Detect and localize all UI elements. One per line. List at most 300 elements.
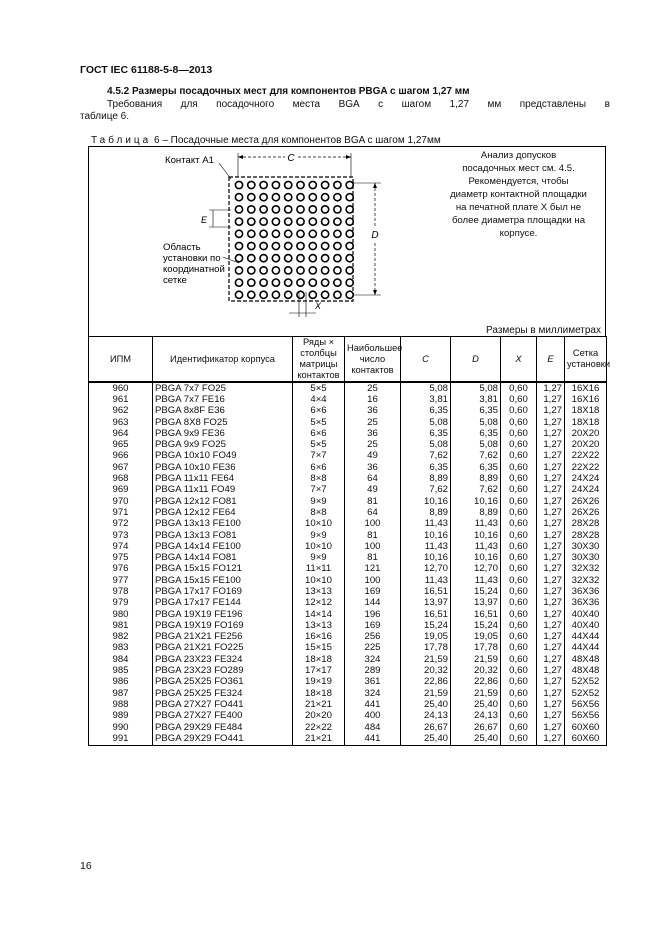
cell-e: 1,27: [537, 417, 565, 428]
cell-c: 11,43: [401, 541, 451, 552]
cell-c: 6,35: [401, 406, 451, 417]
cell-x: 0,60: [501, 406, 537, 417]
pad: [285, 206, 292, 213]
pad: [334, 279, 341, 286]
cell-c: 12,70: [401, 564, 451, 575]
pad: [248, 242, 255, 249]
cell-c: 11,43: [401, 575, 451, 586]
cell-matrix: 9×9: [293, 530, 345, 541]
col-c: C: [401, 337, 451, 383]
cell-c: 13,97: [401, 598, 451, 609]
table-caption: Таблица 6 – Посадочные места для компонентов BGA с шагом 1,27мм: [91, 135, 441, 146]
cell-package-id: PBGA 27X27 FO441: [153, 699, 293, 710]
cell-matrix: 6×6: [293, 428, 345, 439]
cell-d: 13,97: [451, 598, 501, 609]
pad: [235, 194, 242, 201]
pad: [334, 206, 341, 213]
table-row: [89, 552, 607, 563]
cell-matrix: 9×9: [293, 552, 345, 563]
cell-d: 16,51: [451, 609, 501, 620]
cell-grid: 36X36: [565, 598, 607, 609]
cell-d: 26,67: [451, 722, 501, 733]
cell-max-contacts: 100: [345, 575, 401, 586]
cell-e: 1,27: [537, 552, 565, 563]
cell-e: 1,27: [537, 688, 565, 699]
pad: [260, 267, 267, 274]
cell-e: 1,27: [537, 507, 565, 518]
cell-max-contacts: 64: [345, 473, 401, 484]
cell-c: 26,67: [401, 722, 451, 733]
cell-x: 0,60: [501, 451, 537, 462]
cell-grid: 30X30: [565, 552, 607, 563]
pad: [285, 242, 292, 249]
tolerance-note: Анализ допусков посадочных мест см. 4.5. Рекомендуется, чтобы диаметр контактной площадки на печатной плате X был не более диаметра площадки на корпусе.: [450, 150, 587, 239]
table-row: [89, 541, 607, 552]
pad: [322, 230, 329, 237]
dim-e-label: E: [200, 215, 207, 225]
pad: [285, 255, 292, 262]
cell-grid: 26X26: [565, 507, 607, 518]
cell-ipm: 989: [89, 711, 153, 722]
cell-max-contacts: 36: [345, 462, 401, 473]
cell-c: 10,16: [401, 552, 451, 563]
pad: [322, 279, 329, 286]
cell-d: 11,43: [451, 575, 501, 586]
cell-c: 15,24: [401, 620, 451, 631]
cell-grid: 56X56: [565, 699, 607, 710]
table-row: [89, 643, 607, 654]
cell-x: 0,60: [501, 665, 537, 676]
section-heading: 4.5.2 Размеры посадочных мест для компонентов PBGA с шагом 1,27 мм: [107, 86, 470, 97]
cell-x: 0,60: [501, 507, 537, 518]
cell-matrix: 12×12: [293, 598, 345, 609]
cell-matrix: 8×8: [293, 473, 345, 484]
pad: [285, 218, 292, 225]
cell-max-contacts: 169: [345, 620, 401, 631]
cell-ipm: 966: [89, 451, 153, 462]
cell-ipm: 982: [89, 632, 153, 643]
cell-grid: 48X48: [565, 654, 607, 665]
cell-package-id: PBGA 12x12 FE64: [153, 507, 293, 518]
table-row: [89, 632, 607, 643]
cell-matrix: 6×6: [293, 406, 345, 417]
pad: [260, 206, 267, 213]
pad: [260, 291, 267, 298]
cell-max-contacts: 484: [345, 722, 401, 733]
table-row: [89, 519, 607, 530]
cell-matrix: 10×10: [293, 519, 345, 530]
cell-ipm: 990: [89, 722, 153, 733]
cell-package-id: PBGA 29X29 FE484: [153, 722, 293, 733]
cell-max-contacts: 361: [345, 677, 401, 688]
cell-x: 0,60: [501, 575, 537, 586]
cell-x: 0,60: [501, 428, 537, 439]
cell-matrix: 7×7: [293, 451, 345, 462]
cell-c: 22,86: [401, 677, 451, 688]
cell-package-id: PBGA 11x11 FE64: [153, 473, 293, 484]
pad: [272, 267, 279, 274]
cell-e: 1,27: [537, 473, 565, 484]
cell-package-id: PBGA 13x13 FO81: [153, 530, 293, 541]
cell-ipm: 968: [89, 473, 153, 484]
cell-matrix: 10×10: [293, 575, 345, 586]
page-number: 16: [80, 860, 92, 872]
cell-max-contacts: 324: [345, 688, 401, 699]
pad: [260, 255, 267, 262]
cell-package-id: PBGA 11x11 FO49: [153, 485, 293, 496]
pad: [322, 255, 329, 262]
cell-matrix: 22×22: [293, 722, 345, 733]
table-row: [89, 688, 607, 699]
cell-max-contacts: 100: [345, 541, 401, 552]
pad: [297, 218, 304, 225]
cell-c: 20,32: [401, 665, 451, 676]
cell-grid: 20X20: [565, 428, 607, 439]
cell-e: 1,27: [537, 519, 565, 530]
pad: [309, 194, 316, 201]
cell-grid: 16X16: [565, 382, 607, 394]
pad: [346, 194, 353, 201]
cell-x: 0,60: [501, 564, 537, 575]
pad: [322, 242, 329, 249]
cell-max-contacts: 25: [345, 439, 401, 450]
cell-ipm: 963: [89, 417, 153, 428]
cell-matrix: 15×15: [293, 643, 345, 654]
cell-max-contacts: 100: [345, 519, 401, 530]
pad: [297, 242, 304, 249]
table-row: [89, 609, 607, 620]
cell-d: 10,16: [451, 496, 501, 507]
cell-ipm: 978: [89, 586, 153, 597]
cell-max-contacts: 16: [345, 394, 401, 405]
cell-ipm: 973: [89, 530, 153, 541]
cell-package-id: PBGA 21X21 FE256: [153, 632, 293, 643]
cell-e: 1,27: [537, 564, 565, 575]
cell-x: 0,60: [501, 552, 537, 563]
pad: [260, 181, 267, 188]
cell-c: 5,08: [401, 382, 451, 394]
col-e: E: [537, 337, 565, 383]
cell-package-id: PBGA 8x8F E36: [153, 406, 293, 417]
cell-e: 1,27: [537, 733, 565, 745]
cell-d: 6,35: [451, 406, 501, 417]
cell-e: 1,27: [537, 406, 565, 417]
cell-d: 17,78: [451, 643, 501, 654]
cell-max-contacts: 81: [345, 552, 401, 563]
cell-matrix: 14×14: [293, 609, 345, 620]
cell-grid: 36X36: [565, 586, 607, 597]
table-row: [89, 439, 607, 450]
cell-x: 0,60: [501, 541, 537, 552]
cell-grid: 56X56: [565, 711, 607, 722]
cell-matrix: 16×16: [293, 632, 345, 643]
cell-x: 0,60: [501, 394, 537, 405]
table-row: [89, 722, 607, 733]
cell-max-contacts: 441: [345, 699, 401, 710]
pad: [322, 267, 329, 274]
pad: [297, 267, 304, 274]
col-max-contacts: Наибольшее число контактов: [345, 337, 401, 383]
cell-d: 20,32: [451, 665, 501, 676]
pad: [285, 194, 292, 201]
cell-grid: 30X30: [565, 541, 607, 552]
cell-d: 24,13: [451, 711, 501, 722]
pad: [235, 291, 242, 298]
cell-d: 6,35: [451, 428, 501, 439]
cell-matrix: 4×4: [293, 394, 345, 405]
cell-package-id: PBGA 23X23 FE324: [153, 654, 293, 665]
cell-x: 0,60: [501, 530, 537, 541]
area-label-line-3: координатной: [163, 264, 225, 275]
cell-ipm: 969: [89, 485, 153, 496]
pad: [346, 230, 353, 237]
cell-max-contacts: 121: [345, 564, 401, 575]
cell-x: 0,60: [501, 688, 537, 699]
cell-matrix: 7×7: [293, 485, 345, 496]
cell-c: 7,62: [401, 451, 451, 462]
table-row: [89, 564, 607, 575]
cell-c: 25,40: [401, 733, 451, 745]
pad: [297, 206, 304, 213]
cell-d: 8,89: [451, 507, 501, 518]
pad: [248, 218, 255, 225]
pad: [346, 267, 353, 274]
cell-grid: 18X18: [565, 406, 607, 417]
cell-grid: 40X40: [565, 609, 607, 620]
cell-x: 0,60: [501, 439, 537, 450]
cell-package-id: PBGA 10x10 FE36: [153, 462, 293, 473]
cell-matrix: 13×13: [293, 586, 345, 597]
pad: [297, 230, 304, 237]
cell-x: 0,60: [501, 609, 537, 620]
cell-ipm: 960: [89, 382, 153, 394]
table-row: [89, 507, 607, 518]
cell-ipm: 972: [89, 519, 153, 530]
area-label-line-1: Область: [163, 242, 201, 253]
cell-c: 24,13: [401, 711, 451, 722]
cell-c: 17,78: [401, 643, 451, 654]
pad: [309, 230, 316, 237]
cell-grid: 60X60: [565, 733, 607, 745]
pad: [272, 230, 279, 237]
col-grid: Сетка установки: [565, 337, 607, 383]
cell-x: 0,60: [501, 677, 537, 688]
cell-max-contacts: 256: [345, 632, 401, 643]
cell-ipm: 980: [89, 609, 153, 620]
cell-package-id: PBGA 25X25 FO361: [153, 677, 293, 688]
pad: [235, 279, 242, 286]
cell-d: 21,59: [451, 654, 501, 665]
table-row: [89, 485, 607, 496]
pad: [248, 206, 255, 213]
cell-max-contacts: 25: [345, 382, 401, 394]
cell-package-id: PBGA 29X29 FO441: [153, 733, 293, 745]
cell-max-contacts: 225: [345, 643, 401, 654]
cell-max-contacts: 441: [345, 733, 401, 745]
pad: [235, 181, 242, 188]
cell-max-contacts: 25: [345, 417, 401, 428]
cell-e: 1,27: [537, 496, 565, 507]
cell-d: 5,08: [451, 382, 501, 394]
pad: [272, 181, 279, 188]
pad: [309, 206, 316, 213]
pad: [297, 194, 304, 201]
pad: [346, 291, 353, 298]
cell-x: 0,60: [501, 598, 537, 609]
cell-d: 5,08: [451, 417, 501, 428]
cell-ipm: 974: [89, 541, 153, 552]
cell-d: 22,86: [451, 677, 501, 688]
cell-e: 1,27: [537, 439, 565, 450]
cell-package-id: PBGA 17x17 FO169: [153, 586, 293, 597]
pad: [235, 230, 242, 237]
cell-e: 1,27: [537, 699, 565, 710]
pad: [248, 279, 255, 286]
pad: [309, 291, 316, 298]
pad: [297, 181, 304, 188]
cell-c: 25,40: [401, 699, 451, 710]
cell-grid: 32X32: [565, 575, 607, 586]
table-row: [89, 733, 607, 745]
cell-x: 0,60: [501, 586, 537, 597]
cell-d: 11,43: [451, 519, 501, 530]
cell-e: 1,27: [537, 428, 565, 439]
pad: [334, 181, 341, 188]
table-row: [89, 586, 607, 597]
pad: [235, 206, 242, 213]
table-row: [89, 620, 607, 631]
area-label-line-2: установки по: [163, 253, 221, 264]
cell-package-id: PBGA 14x14 FO81: [153, 552, 293, 563]
pad: [309, 181, 316, 188]
cell-grid: 20X20: [565, 439, 607, 450]
table-row: [89, 654, 607, 665]
cell-matrix: 9×9: [293, 496, 345, 507]
table-row: [89, 665, 607, 676]
pad: [309, 267, 316, 274]
cell-ipm: 988: [89, 699, 153, 710]
cell-max-contacts: 144: [345, 598, 401, 609]
pad: [235, 255, 242, 262]
cell-ipm: 975: [89, 552, 153, 563]
cell-ipm: 962: [89, 406, 153, 417]
pad: [346, 218, 353, 225]
cell-c: 10,16: [401, 496, 451, 507]
cell-c: 21,59: [401, 688, 451, 699]
cell-matrix: 20×20: [293, 711, 345, 722]
cell-grid: 24X24: [565, 473, 607, 484]
cell-matrix: 10×10: [293, 541, 345, 552]
pad: [309, 255, 316, 262]
cell-ipm: 986: [89, 677, 153, 688]
pad: [334, 194, 341, 201]
cell-ipm: 970: [89, 496, 153, 507]
cell-x: 0,60: [501, 620, 537, 631]
cell-matrix: 11×11: [293, 564, 345, 575]
cell-max-contacts: 81: [345, 530, 401, 541]
cell-e: 1,27: [537, 530, 565, 541]
cell-e: 1,27: [537, 609, 565, 620]
cell-c: 6,35: [401, 462, 451, 473]
pad: [260, 230, 267, 237]
pad: [272, 279, 279, 286]
pad: [260, 218, 267, 225]
cell-x: 0,60: [501, 417, 537, 428]
dim-c-label: C: [287, 153, 295, 164]
pad: [272, 194, 279, 201]
cell-d: 11,43: [451, 541, 501, 552]
pad: [346, 255, 353, 262]
pad: [235, 242, 242, 249]
cell-package-id: PBGA 7x7 FO25: [153, 382, 293, 394]
pad: [322, 181, 329, 188]
cell-e: 1,27: [537, 632, 565, 643]
cell-x: 0,60: [501, 722, 537, 733]
pad: [235, 218, 242, 225]
cell-e: 1,27: [537, 382, 565, 394]
dim-d-label: D: [371, 230, 379, 241]
cell-max-contacts: 64: [345, 507, 401, 518]
cell-matrix: 5×5: [293, 382, 345, 394]
cell-max-contacts: 400: [345, 711, 401, 722]
cell-e: 1,27: [537, 598, 565, 609]
pad: [285, 267, 292, 274]
cell-matrix: 6×6: [293, 462, 345, 473]
cell-grid: 52X52: [565, 688, 607, 699]
cell-ipm: 981: [89, 620, 153, 631]
cell-package-id: PBGA 15x15 FE100: [153, 575, 293, 586]
table-row: [89, 473, 607, 484]
cell-x: 0,60: [501, 711, 537, 722]
cell-package-id: PBGA 10x10 FO49: [153, 451, 293, 462]
cell-matrix: 13×13: [293, 620, 345, 631]
cell-c: 7,62: [401, 485, 451, 496]
table-row: [89, 417, 607, 428]
cell-max-contacts: 289: [345, 665, 401, 676]
cell-ipm: 976: [89, 564, 153, 575]
cell-x: 0,60: [501, 485, 537, 496]
document-header: ГОСТ IEC 61188-5-8—2013: [80, 64, 213, 76]
cell-matrix: 18×18: [293, 688, 345, 699]
bga-footprint-diagram: [89, 147, 469, 337]
cell-ipm: 964: [89, 428, 153, 439]
cell-x: 0,60: [501, 382, 537, 394]
pad: [260, 242, 267, 249]
cell-x: 0,60: [501, 519, 537, 530]
pad: [285, 291, 292, 298]
pad: [248, 291, 255, 298]
cell-max-contacts: 36: [345, 406, 401, 417]
cell-x: 0,60: [501, 733, 537, 745]
cell-max-contacts: 169: [345, 586, 401, 597]
pad-grid: [235, 181, 353, 298]
pad: [334, 218, 341, 225]
cell-package-id: PBGA 25X25 FE324: [153, 688, 293, 699]
pad: [248, 255, 255, 262]
cell-max-contacts: 81: [345, 496, 401, 507]
cell-package-id: PBGA 8X8 FO25: [153, 417, 293, 428]
pad: [322, 291, 329, 298]
pad: [235, 267, 242, 274]
pad: [334, 242, 341, 249]
pad: [272, 242, 279, 249]
table-row: [89, 699, 607, 710]
pad: [272, 218, 279, 225]
table-row: [89, 382, 607, 394]
pad: [346, 206, 353, 213]
cell-grid: 40X40: [565, 620, 607, 631]
cell-ipm: 983: [89, 643, 153, 654]
